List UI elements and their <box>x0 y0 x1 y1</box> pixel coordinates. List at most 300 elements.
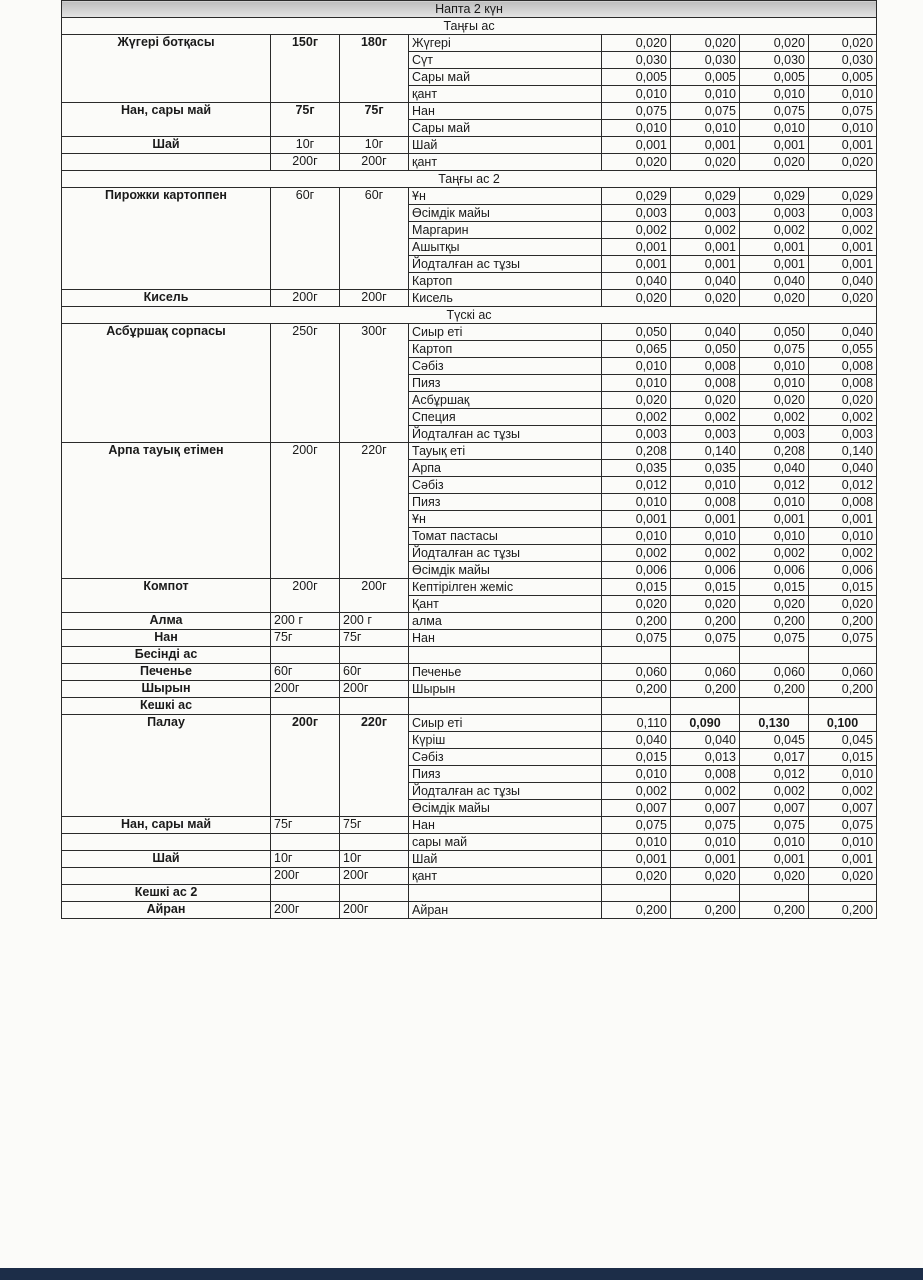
ingredient-amount: 0,015 <box>809 579 877 596</box>
portion-mass-empty <box>340 239 409 256</box>
section-title: Кешкі ас 2 <box>62 885 271 902</box>
ingredient-row <box>62 358 877 375</box>
ingredient-amount: 0,020 <box>671 35 740 52</box>
ingredient-row <box>62 511 877 528</box>
ingredient-amount: 0,029 <box>740 188 809 205</box>
ingredient-amount: 0,008 <box>671 375 740 392</box>
portion-mass-1: 200г <box>271 868 340 885</box>
ingredient-row <box>62 664 877 681</box>
empty-cell <box>809 885 877 902</box>
portion-mass-2: 220г <box>340 443 409 460</box>
scan-edge <box>0 1268 923 1280</box>
portion-mass-1: 200г <box>271 715 340 732</box>
ingredient-amount: 0,012 <box>740 477 809 494</box>
ingredient-amount: 0,208 <box>740 443 809 460</box>
portion-mass-1: 60г <box>271 664 340 681</box>
ingredient-amount: 0,030 <box>740 52 809 69</box>
ingredient-row <box>62 596 877 613</box>
ingredient-row <box>62 273 877 290</box>
ingredient-row <box>62 120 877 137</box>
portion-mass-empty <box>271 256 340 273</box>
ingredient-row <box>62 103 877 120</box>
ingredient-row <box>62 732 877 749</box>
ingredient-row <box>62 715 877 732</box>
ingredient-amount: 0,029 <box>809 188 877 205</box>
ingredient-amount: 0,001 <box>809 137 877 154</box>
ingredient-name: Йодталған ас тұзы <box>409 426 602 443</box>
ingredient-amount: 0,060 <box>809 664 877 681</box>
portion-mass-2: 180г <box>340 35 409 52</box>
ingredient-name: Йодталған ас тұзы <box>409 545 602 562</box>
ingredient-row <box>62 630 877 647</box>
ingredient-name: Ұн <box>409 188 602 205</box>
empty-cell <box>271 885 340 902</box>
ingredient-amount: 0,075 <box>671 103 740 120</box>
empty-cell <box>340 647 409 664</box>
ingredient-name: Сиыр еті <box>409 715 602 732</box>
ingredient-name: Өсімдік майы <box>409 562 602 579</box>
dish-name: Шай <box>62 851 271 868</box>
ingredient-name: Томат пастасы <box>409 528 602 545</box>
ingredient-amount: 0,001 <box>671 256 740 273</box>
ingredient-amount: 0,020 <box>602 290 671 307</box>
ingredient-amount: 0,012 <box>809 477 877 494</box>
portion-mass-empty <box>340 120 409 137</box>
ingredient-row <box>62 562 877 579</box>
ingredient-amount: 0,020 <box>671 290 740 307</box>
portion-mass-1: 10г <box>271 851 340 868</box>
ingredient-row <box>62 86 877 103</box>
portion-mass-empty <box>340 528 409 545</box>
portion-mass-1: 200г <box>271 681 340 698</box>
ingredient-amount: 0,002 <box>740 222 809 239</box>
portion-mass-empty <box>271 222 340 239</box>
dish-name-empty <box>62 528 271 545</box>
ingredient-amount: 0,010 <box>671 86 740 103</box>
portion-mass-1: 200 г <box>271 613 340 630</box>
ingredient-amount: 0,003 <box>809 205 877 222</box>
portion-mass-empty <box>340 52 409 69</box>
portion-mass-2: 300г <box>340 324 409 341</box>
ingredient-amount: 0,040 <box>671 732 740 749</box>
ingredient-amount: 0,200 <box>740 613 809 630</box>
ingredient-row <box>62 868 877 885</box>
portion-mass-2: 75г <box>340 630 409 647</box>
ingredient-row <box>62 290 877 307</box>
ingredient-amount: 0,045 <box>809 732 877 749</box>
section-title: Таңғы ас <box>62 18 877 35</box>
ingredient-amount: 0,002 <box>809 783 877 800</box>
ingredient-name: Картоп <box>409 273 602 290</box>
ingredient-amount: 0,020 <box>740 35 809 52</box>
portion-mass-empty <box>271 834 340 851</box>
ingredient-amount: 0,050 <box>671 341 740 358</box>
dish-name-empty <box>62 222 271 239</box>
portion-mass-empty <box>340 800 409 817</box>
ingredient-amount: 0,020 <box>809 392 877 409</box>
ingredient-amount: 0,075 <box>740 630 809 647</box>
portion-mass-empty <box>271 205 340 222</box>
dish-name: Нан, сары май <box>62 817 271 834</box>
section-header-row <box>62 885 877 902</box>
ingredient-name: Йодталған ас тұзы <box>409 256 602 273</box>
ingredient-amount: 0,010 <box>740 86 809 103</box>
ingredient-amount: 0,075 <box>740 103 809 120</box>
portion-mass-empty <box>340 749 409 766</box>
ingredient-amount: 0,001 <box>602 256 671 273</box>
ingredient-amount: 0,002 <box>602 783 671 800</box>
ingredient-amount: 0,075 <box>809 817 877 834</box>
ingredient-amount: 0,002 <box>809 545 877 562</box>
section-title: Таңғы ас 2 <box>62 171 877 188</box>
portion-mass-empty <box>271 426 340 443</box>
dish-name-empty <box>62 239 271 256</box>
ingredient-amount: 0,040 <box>809 460 877 477</box>
ingredient-amount: 0,035 <box>671 460 740 477</box>
empty-cell <box>671 698 740 715</box>
ingredient-amount: 0,040 <box>602 273 671 290</box>
portion-mass-empty <box>271 86 340 103</box>
ingredient-amount: 0,020 <box>740 596 809 613</box>
ingredient-amount: 0,030 <box>671 52 740 69</box>
ingredient-name: Қант <box>409 596 602 613</box>
portion-mass-empty <box>271 732 340 749</box>
portion-mass-1: 250г <box>271 324 340 341</box>
section-header-row <box>62 171 877 188</box>
portion-mass-2: 75г <box>340 103 409 120</box>
portion-mass-empty <box>340 256 409 273</box>
dish-name: Печенье <box>62 664 271 681</box>
dish-name: Шай <box>62 137 271 154</box>
ingredient-amount: 0,001 <box>602 137 671 154</box>
empty-cell <box>809 698 877 715</box>
ingredient-name: Маргарин <box>409 222 602 239</box>
section-title: Түскі ас <box>62 307 877 324</box>
ingredient-amount: 0,005 <box>809 69 877 86</box>
portion-mass-empty <box>340 766 409 783</box>
ingredient-amount: 0,020 <box>602 868 671 885</box>
section-header-row <box>62 307 877 324</box>
ingredient-amount: 0,029 <box>671 188 740 205</box>
ingredient-amount: 0,002 <box>602 409 671 426</box>
portion-mass-empty <box>271 273 340 290</box>
ingredient-amount: 0,002 <box>671 222 740 239</box>
menu-sheet <box>61 0 876 919</box>
dish-name-empty <box>62 273 271 290</box>
ingredient-amount: 0,075 <box>602 103 671 120</box>
portion-mass-empty <box>340 69 409 86</box>
dish-name: Айран <box>62 902 271 919</box>
ingredient-row <box>62 817 877 834</box>
portion-mass-empty <box>271 494 340 511</box>
ingredient-amount: 0,010 <box>809 528 877 545</box>
ingredient-amount: 0,075 <box>602 630 671 647</box>
ingredient-amount: 0,015 <box>809 749 877 766</box>
ingredient-amount: 0,010 <box>740 528 809 545</box>
ingredient-amount: 0,008 <box>671 494 740 511</box>
portion-mass-empty <box>340 545 409 562</box>
ingredient-amount: 0,035 <box>602 460 671 477</box>
ingredient-name: Пияз <box>409 766 602 783</box>
ingredient-name: Асбұршақ <box>409 392 602 409</box>
ingredient-amount: 0,015 <box>602 579 671 596</box>
ingredient-amount: 0,008 <box>809 494 877 511</box>
ingredient-amount: 0,110 <box>602 715 671 732</box>
dish-name-empty <box>62 205 271 222</box>
ingredient-amount: 0,010 <box>602 834 671 851</box>
ingredient-row <box>62 528 877 545</box>
ingredient-amount: 0,030 <box>602 52 671 69</box>
portion-mass-2: 10г <box>340 851 409 868</box>
ingredient-row <box>62 681 877 698</box>
portion-mass-empty <box>271 375 340 392</box>
ingredient-amount: 0,001 <box>740 239 809 256</box>
dish-name: Компот <box>62 579 271 596</box>
portion-mass-empty <box>340 596 409 613</box>
ingredient-amount: 0,010 <box>740 834 809 851</box>
portion-mass-empty <box>340 358 409 375</box>
ingredient-amount: 0,008 <box>809 358 877 375</box>
ingredient-amount: 0,020 <box>602 392 671 409</box>
ingredient-amount: 0,010 <box>740 358 809 375</box>
ingredient-amount: 0,006 <box>740 562 809 579</box>
dish-name: Жүгері ботқасы <box>62 35 271 52</box>
portion-mass-empty <box>271 766 340 783</box>
portion-mass-1: 75г <box>271 817 340 834</box>
ingredient-amount: 0,005 <box>602 69 671 86</box>
dish-name-empty <box>62 426 271 443</box>
ingredient-amount: 0,013 <box>671 749 740 766</box>
ingredient-name: Сүт <box>409 52 602 69</box>
ingredient-name: Специя <box>409 409 602 426</box>
ingredient-amount: 0,010 <box>671 834 740 851</box>
dish-name-empty <box>62 256 271 273</box>
ingredient-row <box>62 834 877 851</box>
ingredient-amount: 0,001 <box>602 239 671 256</box>
ingredient-amount: 0,010 <box>671 120 740 137</box>
ingredient-amount: 0,060 <box>602 664 671 681</box>
portion-mass-1: 200г <box>271 443 340 460</box>
portion-mass-empty <box>340 477 409 494</box>
dish-name-empty <box>62 800 271 817</box>
ingredient-row <box>62 494 877 511</box>
ingredient-row <box>62 69 877 86</box>
ingredient-amount: 0,003 <box>740 426 809 443</box>
ingredient-name: Нан <box>409 630 602 647</box>
portion-mass-empty <box>340 426 409 443</box>
portion-mass-empty <box>340 494 409 511</box>
ingredient-amount: 0,006 <box>671 562 740 579</box>
ingredient-amount: 0,010 <box>809 86 877 103</box>
dish-name-empty <box>62 69 271 86</box>
ingredient-amount: 0,010 <box>809 766 877 783</box>
ingredient-amount: 0,002 <box>809 222 877 239</box>
ingredient-amount: 0,001 <box>809 851 877 868</box>
ingredient-amount: 0,001 <box>809 511 877 528</box>
ingredient-amount: 0,008 <box>809 375 877 392</box>
empty-cell <box>409 647 602 664</box>
portion-mass-2: 200г <box>340 579 409 596</box>
ingredient-amount: 0,020 <box>740 868 809 885</box>
ingredient-amount: 0,200 <box>809 613 877 630</box>
ingredient-amount: 0,075 <box>671 817 740 834</box>
ingredient-amount: 0,020 <box>671 868 740 885</box>
ingredient-amount: 0,003 <box>602 205 671 222</box>
dish-name-empty <box>62 766 271 783</box>
dish-name-empty <box>62 392 271 409</box>
ingredient-row <box>62 392 877 409</box>
ingredient-amount: 0,010 <box>671 477 740 494</box>
ingredient-amount: 0,012 <box>740 766 809 783</box>
portion-mass-empty <box>340 562 409 579</box>
dish-name-empty <box>62 154 271 171</box>
dish-name-empty <box>62 494 271 511</box>
ingredient-amount: 0,012 <box>602 477 671 494</box>
ingredient-amount: 0,003 <box>602 426 671 443</box>
ingredient-amount: 0,020 <box>740 290 809 307</box>
dish-name-empty <box>62 52 271 69</box>
ingredient-amount: 0,001 <box>671 511 740 528</box>
ingredient-amount: 0,075 <box>671 630 740 647</box>
dish-name: Палау <box>62 715 271 732</box>
portion-mass-empty <box>271 69 340 86</box>
ingredient-amount: 0,015 <box>671 579 740 596</box>
ingredient-name: Нан <box>409 817 602 834</box>
section-title: Бесінді ас <box>62 647 271 664</box>
ingredient-amount: 0,065 <box>602 341 671 358</box>
ingredient-amount: 0,200 <box>671 902 740 919</box>
portion-mass-2: 220г <box>340 715 409 732</box>
portion-mass-empty <box>340 375 409 392</box>
portion-mass-empty <box>271 800 340 817</box>
ingredient-amount: 0,003 <box>671 426 740 443</box>
ingredient-amount: 0,007 <box>809 800 877 817</box>
ingredient-amount: 0,015 <box>740 579 809 596</box>
ingredient-amount: 0,008 <box>671 766 740 783</box>
portion-mass-1: 200г <box>271 579 340 596</box>
portion-mass-empty <box>340 460 409 477</box>
portion-mass-empty <box>271 341 340 358</box>
ingredient-row <box>62 443 877 460</box>
portion-mass-2: 200г <box>340 290 409 307</box>
portion-mass-2: 60г <box>340 188 409 205</box>
ingredient-amount: 0,010 <box>740 375 809 392</box>
ingredient-row <box>62 426 877 443</box>
ingredient-row <box>62 613 877 630</box>
ingredient-amount: 0,001 <box>740 851 809 868</box>
ingredient-amount: 0,200 <box>809 902 877 919</box>
ingredient-amount: 0,001 <box>602 511 671 528</box>
portion-mass-empty <box>271 239 340 256</box>
dish-name-empty <box>62 477 271 494</box>
ingredient-amount: 0,200 <box>602 613 671 630</box>
ingredient-name: Шай <box>409 137 602 154</box>
dish-name-empty <box>62 120 271 137</box>
page-title: Hапта 2 күн <box>62 1 877 18</box>
ingredient-amount: 0,010 <box>809 834 877 851</box>
dish-name: Нан <box>62 630 271 647</box>
ingredient-row <box>62 52 877 69</box>
empty-cell <box>409 698 602 715</box>
ingredient-row <box>62 545 877 562</box>
ingredient-row <box>62 375 877 392</box>
ingredient-amount: 0,003 <box>809 426 877 443</box>
ingredient-amount: 0,050 <box>602 324 671 341</box>
portion-mass-empty <box>340 86 409 103</box>
ingredient-amount: 0,002 <box>740 409 809 426</box>
ingredient-amount: 0,040 <box>671 324 740 341</box>
ingredient-row <box>62 749 877 766</box>
ingredient-amount: 0,060 <box>740 664 809 681</box>
portion-mass-2: 200г <box>340 868 409 885</box>
portion-mass-2: 200г <box>340 902 409 919</box>
ingredient-name: Арпа <box>409 460 602 477</box>
dish-name-empty <box>62 460 271 477</box>
ingredient-amount: 0,040 <box>740 273 809 290</box>
portion-mass-1: 200г <box>271 902 340 919</box>
ingredient-amount: 0,010 <box>740 120 809 137</box>
ingredient-row <box>62 766 877 783</box>
dish-name: Пирожки картоппен <box>62 188 271 205</box>
ingredient-name: Пияз <box>409 375 602 392</box>
portion-mass-2: 60г <box>340 664 409 681</box>
portion-mass-empty <box>340 392 409 409</box>
ingredient-name: Печенье <box>409 664 602 681</box>
ingredient-name: қант <box>409 868 602 885</box>
ingredient-amount: 0,002 <box>671 783 740 800</box>
ingredient-amount: 0,020 <box>671 392 740 409</box>
ingredient-amount: 0,010 <box>602 86 671 103</box>
dish-name: Нан, сары май <box>62 103 271 120</box>
ingredient-row <box>62 154 877 171</box>
ingredient-amount: 0,003 <box>740 205 809 222</box>
ingredient-row <box>62 222 877 239</box>
ingredient-row <box>62 409 877 426</box>
ingredient-amount: 0,010 <box>809 120 877 137</box>
ingredient-amount: 0,002 <box>602 222 671 239</box>
ingredient-amount: 0,002 <box>740 545 809 562</box>
ingredient-row <box>62 783 877 800</box>
ingredient-amount: 0,010 <box>602 494 671 511</box>
menu-table <box>61 0 877 919</box>
empty-cell <box>740 647 809 664</box>
ingredient-amount: 0,010 <box>740 494 809 511</box>
ingredient-amount: 0,002 <box>809 409 877 426</box>
dish-name-empty <box>62 732 271 749</box>
ingredient-amount: 0,075 <box>809 103 877 120</box>
ingredient-amount: 0,200 <box>809 681 877 698</box>
ingredient-name: сары май <box>409 834 602 851</box>
portion-mass-empty <box>340 341 409 358</box>
empty-cell <box>409 885 602 902</box>
section-header-row <box>62 698 877 715</box>
portion-mass-1: 10г <box>271 137 340 154</box>
ingredient-amount: 0,140 <box>671 443 740 460</box>
ingredient-amount: 0,075 <box>809 630 877 647</box>
ingredient-name: Йодталған ас тұзы <box>409 783 602 800</box>
empty-cell <box>271 698 340 715</box>
ingredient-amount: 0,060 <box>671 664 740 681</box>
ingredient-row <box>62 341 877 358</box>
ingredient-name: Пияз <box>409 494 602 511</box>
dish-name: Алма <box>62 613 271 630</box>
empty-cell <box>340 885 409 902</box>
ingredient-amount: 0,020 <box>809 154 877 171</box>
ingredient-amount: 0,075 <box>602 817 671 834</box>
ingredient-name: Шырын <box>409 681 602 698</box>
ingredient-amount: 0,020 <box>671 596 740 613</box>
portion-mass-empty <box>340 205 409 222</box>
